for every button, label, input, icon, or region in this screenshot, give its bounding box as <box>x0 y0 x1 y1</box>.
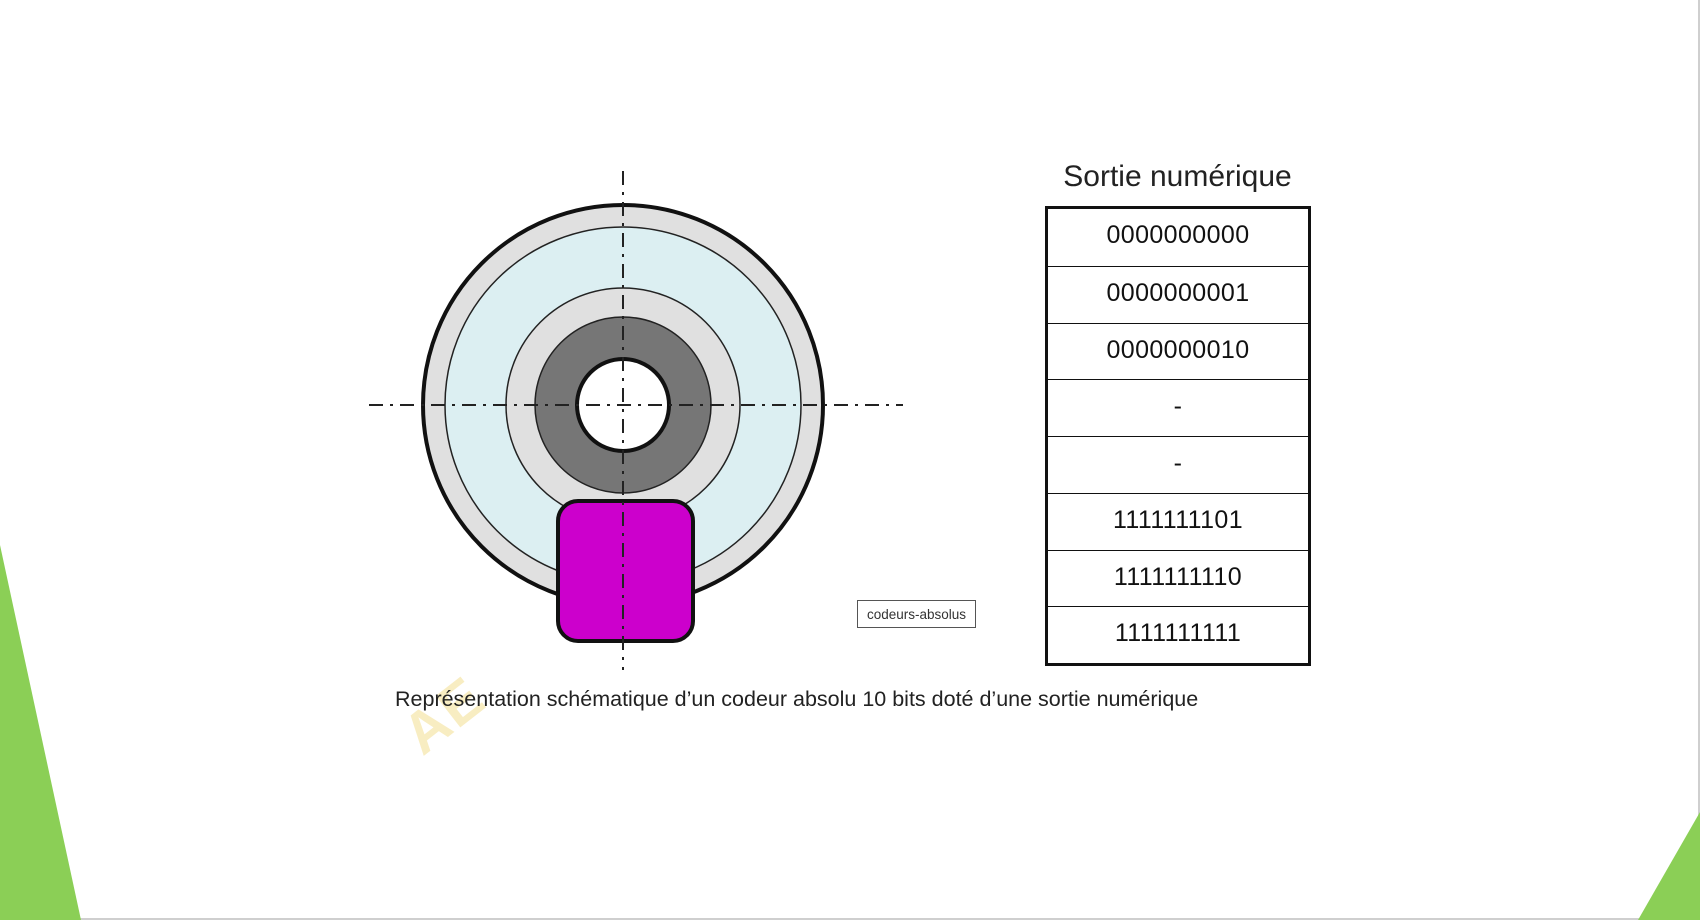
absolute-encoder-diagram <box>360 165 910 675</box>
output-ellipsis-row: - <box>1048 436 1308 493</box>
left-green-decoration <box>0 545 81 920</box>
output-code-row: 0000000001 <box>1048 266 1308 323</box>
output-code-row: 1111111101 <box>1048 493 1308 550</box>
diagram-caption: Représentation schématique d’un codeur absolu 10 bits doté d’une sortie numérique <box>395 687 1199 711</box>
right-green-decoration <box>1638 812 1700 920</box>
watermark: AE <box>390 663 498 768</box>
output-code-row: 1111111111 <box>1048 606 1308 663</box>
output-ellipsis-row: - <box>1048 379 1308 436</box>
digital-output-table <box>1045 206 1311 666</box>
output-code-row: 0000000000 <box>1106 221 1250 249</box>
output-title: Sortie numérique <box>1063 160 1292 193</box>
output-code-row: 1111111110 <box>1048 550 1308 607</box>
sensor-block <box>558 501 693 641</box>
image-label: codeurs-absolus <box>857 600 976 628</box>
output-code-row: 0000000010 <box>1048 323 1308 380</box>
